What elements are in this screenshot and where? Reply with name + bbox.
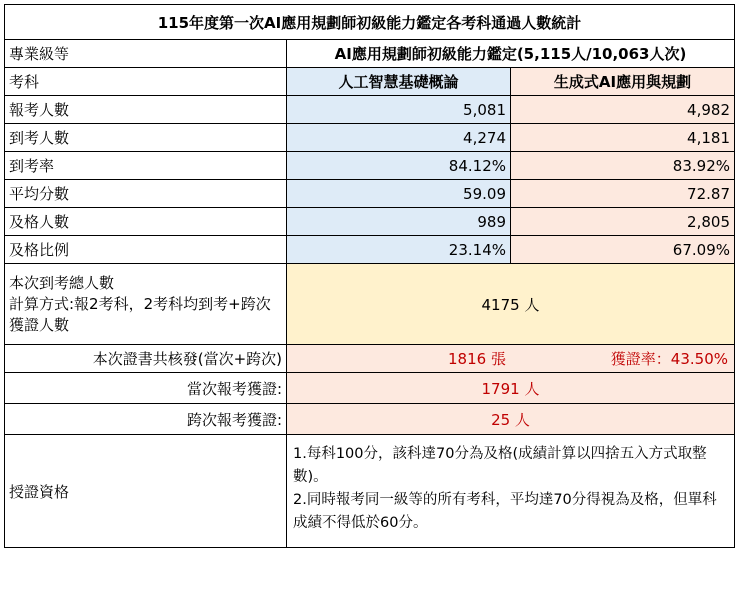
subject-2-value: 72.87: [511, 180, 735, 208]
table-row: [5, 208, 735, 236]
table-title: 115年度第一次AI應用規劃師初級能力鑑定各考科通過人數統計: [5, 5, 735, 40]
table-row: [5, 236, 735, 264]
certificates-rate: 獲證率：43.50%: [610, 350, 728, 368]
subject-row: [5, 68, 735, 96]
subject-2-value: 83.92%: [511, 152, 735, 180]
subject-2-header: 生成式AI應用與規劃: [511, 68, 735, 96]
subject-1-value: 23.14%: [287, 236, 511, 264]
level-value: AI應用規劃師初級能力鑑定(5,115人/10,063人次): [287, 40, 735, 68]
subject-1-value: 84.12%: [287, 152, 511, 180]
row-label: 報考人數: [5, 96, 287, 124]
total-row: [5, 264, 735, 345]
qualification-note: 2.同時報考同一級等的所有考科，平均達70分得視為及格，但單科成績不得低於60分。: [293, 492, 717, 531]
qualification-row: [5, 435, 735, 548]
certificates-count: 1816 張: [448, 350, 506, 368]
qualification-note: 1.每科100分，該科達70分為及格(成績計算以四捨五入方式取整數)。: [293, 446, 707, 485]
certificates-cell: [287, 345, 735, 373]
qualification-notes: [287, 435, 735, 548]
table-row: [5, 124, 735, 152]
subject-2-value: 67.09%: [511, 236, 735, 264]
row-label: 及格比例: [5, 236, 287, 264]
stats-table-container: [4, 4, 734, 580]
row-label: 平均分數: [5, 180, 287, 208]
table-row: [5, 96, 735, 124]
current-row: [5, 373, 735, 404]
subject-label: 考科: [5, 68, 287, 96]
cross-value: 25 人: [287, 404, 735, 435]
title-row: [5, 5, 735, 40]
subject-2-value: 2,805: [511, 208, 735, 236]
level-row: [5, 40, 735, 68]
subject-1-value: 4,274: [287, 124, 511, 152]
total-value: 4175 人: [287, 264, 735, 345]
subject-2-value: 4,181: [511, 124, 735, 152]
subject-1-value: 59.09: [287, 180, 511, 208]
row-label: 及格人數: [5, 208, 287, 236]
total-label: 本次到考總人數 計算方式:報2考科，2考科均到考+跨次獲證人數: [5, 264, 287, 345]
level-label: 專業級等: [5, 40, 287, 68]
table-row: [5, 152, 735, 180]
row-label: 到考率: [5, 152, 287, 180]
certificates-label: 本次證書共核發(當次+跨次): [5, 345, 287, 373]
subject-1-header: 人工智慧基礎概論: [287, 68, 511, 96]
current-value: 1791 人: [287, 373, 735, 404]
table-row: [5, 180, 735, 208]
certificates-row: [5, 345, 735, 373]
current-label: 當次報考獲證:: [5, 373, 287, 404]
qualification-label: 授證資格: [5, 435, 287, 548]
row-label: 到考人數: [5, 124, 287, 152]
cross-row: [5, 404, 735, 435]
stats-table: [4, 4, 735, 548]
subject-1-value: 989: [287, 208, 511, 236]
cross-label: 跨次報考獲證:: [5, 404, 287, 435]
subject-1-value: 5,081: [287, 96, 511, 124]
subject-2-value: 4,982: [511, 96, 735, 124]
